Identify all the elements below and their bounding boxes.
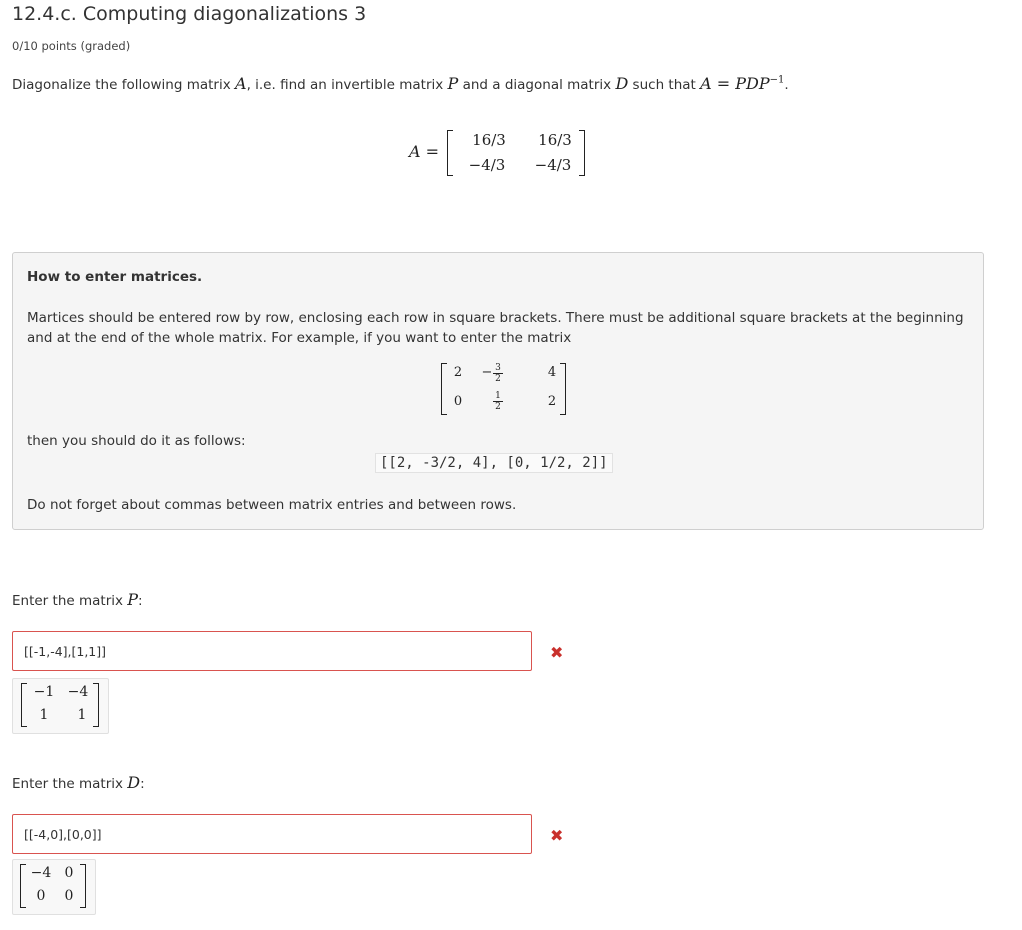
var-p: P (127, 590, 139, 609)
matrix-entry-help (12, 252, 984, 530)
matrix-p-input[interactable] (12, 631, 532, 671)
preview-cell: 0 (64, 888, 74, 904)
question-prompt (12, 74, 789, 93)
matrix-p-preview (12, 678, 109, 734)
example-fraction: 3 2 (493, 363, 503, 384)
right-bracket (80, 864, 86, 908)
matrix-a-label: A = (409, 142, 440, 161)
help-note: Do not forget about commas between matrix entries and between rows. (27, 497, 517, 513)
inverse-exponent: −1 (769, 74, 785, 86)
matrix-a-cell: 16/3 (538, 131, 572, 149)
preview-cell: 1 (77, 707, 87, 723)
matrix-a (447, 130, 585, 176)
example-code: [[2, -3/2, 4], [0, 1/2, 2]] (375, 453, 613, 473)
points-status: 0/10 points (graded) (12, 39, 131, 53)
right-bracket (560, 363, 566, 415)
left-bracket (447, 130, 453, 176)
equation: $A = PDP^{-1}$ (700, 74, 785, 93)
matrix-a-cell: 16/3 (472, 131, 506, 149)
var-a: A (235, 74, 247, 93)
matrix-d-preview (12, 859, 96, 915)
matrix-d-input[interactable] (12, 814, 532, 854)
matrix-p-label: Enter the matrix P: (12, 590, 143, 609)
example-cell: 4 (547, 365, 557, 380)
matrix-a-cell: −4/3 (468, 156, 506, 174)
prompt-text-1: Diagonalize the following matrix (12, 77, 235, 93)
preview-cell: −1 (33, 684, 55, 700)
var-p: P (447, 74, 459, 93)
incorrect-icon: ✖ (550, 643, 564, 662)
matrix-a-cell: −4/3 (534, 156, 572, 174)
example-matrix (441, 363, 566, 415)
preview-cell: 0 (36, 888, 46, 904)
prompt-text-4: such that (628, 77, 701, 93)
var-d: D (615, 74, 629, 93)
page-title: 12.4.c. Computing diagonalizations 3 (12, 3, 367, 25)
help-text: Martices should be entered row by row, enclosing each row in square brackets. There must be additional square brackets at the beginning and at the end of the whole matrix. For example, if you want to enter the matrix (27, 310, 964, 346)
example-cell: 2 (547, 394, 557, 409)
incorrect-icon: ✖ (550, 826, 564, 845)
prompt-text-2: , i.e. find an invertible matrix (246, 77, 448, 93)
preview-cell: 1 (39, 707, 49, 723)
left-bracket (20, 864, 26, 908)
example-cell: 0 (453, 394, 463, 409)
example-cell: 2 (453, 365, 463, 380)
example-sign: − (481, 365, 493, 380)
right-bracket (579, 130, 585, 176)
example-fraction: 1 2 (493, 391, 503, 412)
var-d: D (127, 773, 141, 792)
left-bracket (441, 363, 447, 415)
help-then-text: then you should do it as follows: (27, 433, 246, 449)
left-bracket (21, 683, 27, 727)
help-heading: How to enter matrices. (27, 269, 203, 285)
preview-cell: −4 (67, 684, 89, 700)
preview-cell: −4 (30, 865, 52, 881)
prompt-text-3: and a diagonal matrix (458, 77, 616, 93)
prompt-period: . (784, 77, 789, 93)
matrix-d-label: Enter the matrix D: (12, 773, 145, 792)
preview-cell: 0 (64, 865, 74, 881)
